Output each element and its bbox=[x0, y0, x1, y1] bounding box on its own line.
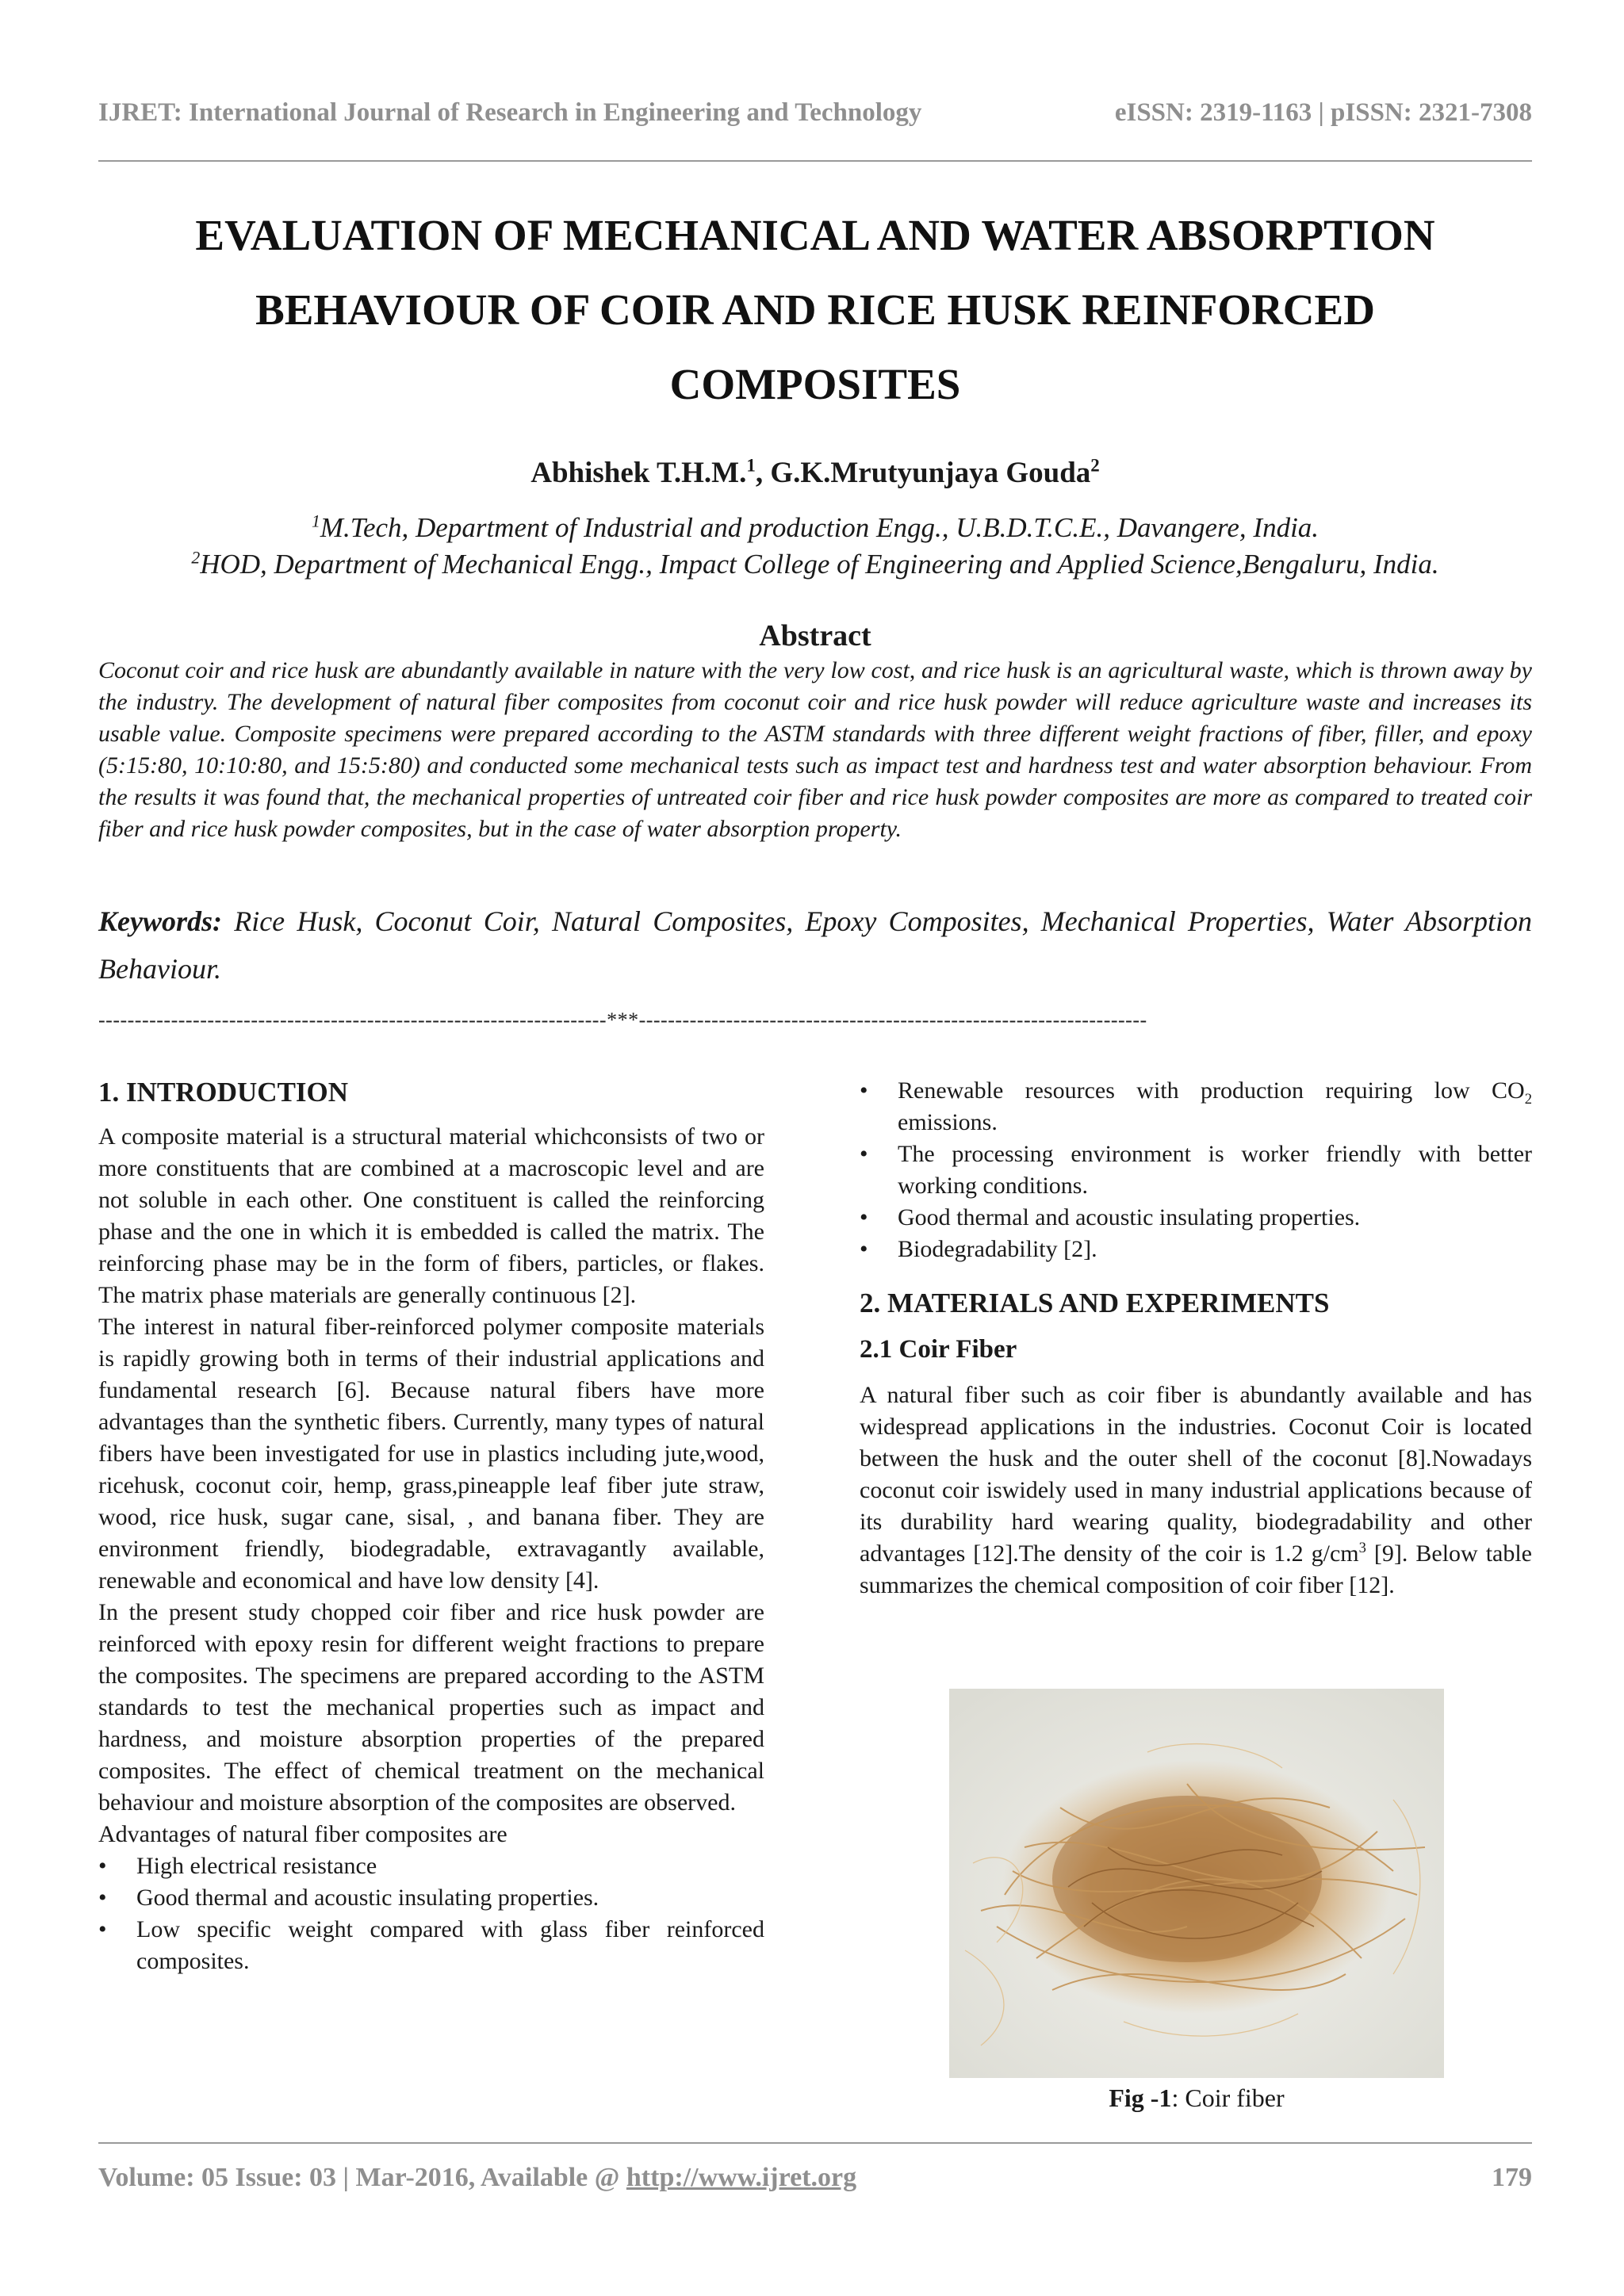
intro-paragraph-1: A composite material is a structural material whichconsists of two or more constituents that are combined at a macroscopic level and are not soluble in each other. One constituent is called the reinforcing phase and the one in which it is embedded is called the matrix. The reinforcing phase may be in the form of fibers, particles, or flakes. The matrix phase materials are generally continuous [2]. bbox=[98, 1123, 764, 1308]
list-item: • Good thermal and acoustic insulating properties. bbox=[98, 1882, 764, 1914]
author-list bbox=[98, 456, 1532, 490]
issn-header: eISSN: 2319-1163 | pISSN: 2321-7308 bbox=[1114, 98, 1532, 127]
bullet-icon: • bbox=[860, 1077, 868, 1104]
abstract-text: Coconut coir and rice husk are abundantly available in nature with the very low cost, and rice husk is an agricultural waste, which is thrown away by the industry. The development of natural fiber composites from coconut coir and rice husk powder will reduce agriculture waste and increases its usable value. Composite specimens were prepared according to the ASTM standards with three different weight fractions of fiber, filler, and epoxy (5:15:80, 10:10:80, and 15:5:80) and conducted some mechanical tests such as impact test and hardness test and water absorption behaviour. From the results it was found that, the mechanical properties of untreated coir fiber and rice husk powder composites are more as compared to treated coir fiber and rice husk powder composites, but in the case of water absorption property. bbox=[98, 657, 1532, 842]
coir-fiber-image bbox=[949, 1689, 1444, 2078]
figure-caption bbox=[949, 2084, 1444, 2113]
abstract-heading: Abstract bbox=[759, 619, 871, 652]
list-item: • Renewable resources with production requiring low $CO_2$ emissions. bbox=[860, 1075, 1532, 1138]
journal-header: IJRET: International Journal of Research in Engineering and Technology bbox=[98, 98, 922, 127]
intro-paragraph-4: Advantages of natural fiber composites are bbox=[98, 1821, 508, 1847]
coir-fiber-heading: 2.1 Coir Fiber bbox=[860, 1335, 1017, 1364]
advantages-list-continued bbox=[860, 1075, 1532, 1265]
author-2-sup: 2 bbox=[1090, 455, 1100, 476]
figure-label: Fig -1 bbox=[1109, 2084, 1172, 2112]
materials-heading: 2. MATERIALS AND EXPERIMENTS bbox=[860, 1288, 1330, 1318]
figure-caption-text: : Coir fiber bbox=[1171, 2084, 1285, 2112]
author-separator: , bbox=[755, 457, 771, 489]
coir-fiber-illustration bbox=[949, 1689, 1444, 2078]
paper-title bbox=[98, 198, 1532, 422]
journal-link[interactable]: http://www.ijret.org bbox=[626, 2163, 857, 2192]
left-column bbox=[98, 1075, 764, 1977]
title-line-3: COMPOSITES bbox=[669, 360, 961, 408]
list-item: • Low specific weight compared with glass fiber reinforced composites. bbox=[98, 1914, 764, 1977]
affiliation-2: $^2$HOD, Department of Mechanical Engg., Impact College of Engineering and Applied Science,Bengaluru, India. bbox=[191, 548, 1439, 580]
coir-paragraph: A natural fiber such as coir fiber is abundantly available and has widespread applications in the industries. Coconut Coir is located between the husk and the outer shell of the coconut [8].Nowadays coconut coir iswidely used in many industrial applications because of its durability hard wearing quality, biodegradability and other advantages [12].The density of the coir is 1.2 $g/cm^3$ [9]. Below table summarizes the chemical composition of coir fiber [12]. bbox=[860, 1382, 1532, 1598]
bullet-icon: • bbox=[98, 1885, 107, 1911]
bullet-icon: • bbox=[860, 1204, 868, 1230]
list-item: • The processing environment is worker friendly with better working conditions. bbox=[860, 1138, 1532, 1202]
bullet-icon: • bbox=[98, 1916, 107, 1942]
bullet-icon: • bbox=[860, 1236, 868, 1262]
footer-rule bbox=[98, 2142, 1532, 2144]
introduction-heading: 1. INTRODUCTION bbox=[98, 1077, 349, 1108]
header-rule bbox=[98, 160, 1532, 162]
affiliation-1: $^1$M.Tech, Department of Industrial and production Engg., U.B.D.T.C.E., Davangere, India. bbox=[311, 511, 1320, 543]
intro-paragraph-3: In the present study chopped coir fiber and rice husk powder are reinforced with epoxy resin for different weight fractions to prepare the composites. The specimens are prepared according to the ASTM standards to test the mechanical properties such as impact and hardness, and moisture absorption properties of the prepared composites. The effect of chemical treatment on the mechanical behaviour and moisture absorption of the composites are observed. bbox=[98, 1599, 764, 1816]
section-separator: ----------------------------------------------------------------------***---------------------------------------------------------------------- bbox=[98, 1008, 1147, 1031]
list-item: • Biodegradability [2]. bbox=[860, 1234, 1532, 1265]
footer-volume: Volume: 05 Issue: 03 | Mar-2016, Available @ http://www.ijret.org bbox=[98, 2163, 857, 2192]
intro-paragraph-2: The interest in natural fiber-reinforced polymer composite materials is rapidly growing both in terms of their industrial applications and fundamental research [6]. Because natural fibers have more advantages than the synthetic fibers. Currently, many types of natural fibers have been investigated for use in plastics including jute,wood, ricehusk, coconut coir, hemp, grass,pineapple leaf fiber jute straw, wood, rice husk, sugar cane, sisal, , and banana fiber. They are environment friendly, biodegradable, extravagantly available, renewable and economical and have low density [4]. bbox=[98, 1314, 764, 1594]
list-item: • Good thermal and acoustic insulating properties. bbox=[860, 1202, 1532, 1234]
author-2: G.K.Mrutyunjaya Gouda bbox=[770, 457, 1091, 489]
keywords-label: Keywords: bbox=[98, 905, 222, 937]
right-column bbox=[860, 1075, 1532, 1601]
list-item: • High electrical resistance bbox=[98, 1850, 764, 1882]
bullet-icon: • bbox=[860, 1141, 868, 1167]
keywords-text: Rice Husk, Coconut Coir, Natural Composites, Epoxy Composites, Mechanical Properties, Water Absorption Behaviour. bbox=[98, 905, 1532, 985]
advantages-list bbox=[98, 1850, 764, 1977]
author-1: Abhishek T.H.M. bbox=[530, 457, 747, 489]
title-line-1: EVALUATION OF MECHANICAL AND WATER ABSORPTION bbox=[195, 211, 1435, 259]
author-1-sup: 1 bbox=[746, 455, 756, 476]
keywords bbox=[98, 897, 1532, 993]
bullet-icon: • bbox=[98, 1853, 107, 1879]
title-line-2: BEHAVIOUR OF COIR AND RICE HUSK REINFORCED bbox=[255, 285, 1375, 334]
page-number: 179 bbox=[1492, 2163, 1532, 2192]
